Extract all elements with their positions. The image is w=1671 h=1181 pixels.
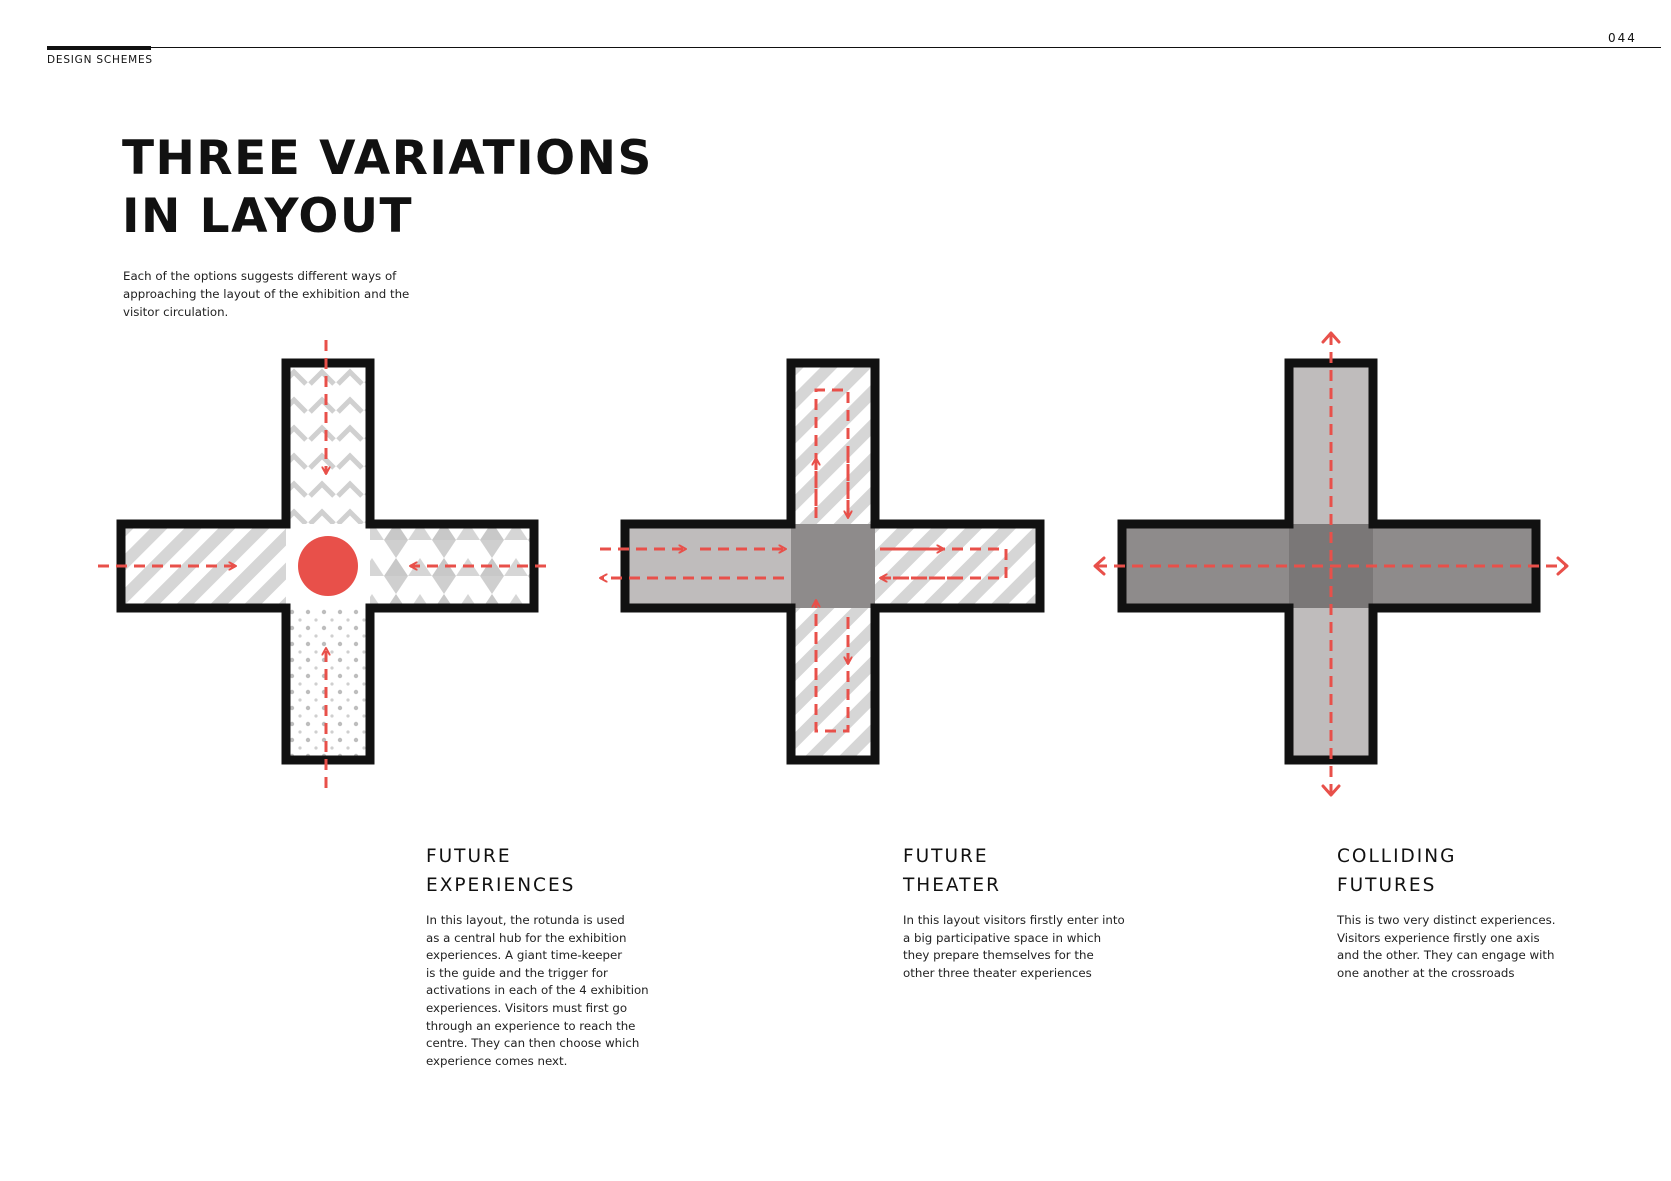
header-tab-bar (47, 46, 151, 50)
description-line: centre. They can then choose which (426, 1036, 640, 1051)
description-line: is the guide and the trigger for (426, 965, 608, 980)
scheme-title-line: FUTURES (1337, 875, 1437, 896)
intro-line: Each of the options suggests different ways of (123, 269, 397, 283)
scheme-description (426, 912, 656, 1070)
page-title-line-2: IN LAYOUT (122, 189, 414, 244)
description-line: experience comes next. (426, 1053, 568, 1068)
description-line: and the other. They can engage with (1337, 948, 1555, 963)
scheme-title (426, 842, 656, 900)
arm-north (791, 363, 875, 524)
layout-diagrams (0, 300, 1671, 820)
description-line: as a central hub for the exhibition (426, 930, 627, 945)
hub-center (791, 524, 875, 608)
arrowhead-east (1558, 558, 1567, 574)
arm-west (625, 524, 791, 608)
description-line: This is two very distinct experiences. (1337, 913, 1556, 927)
description-line: activations in each of the 4 exhibition (426, 983, 649, 998)
intro-line: visitor circulation. (123, 305, 229, 319)
section-label: DESIGN SCHEMES (47, 54, 153, 66)
description-line: In this layout, the rotunda is used (426, 913, 625, 927)
description-line: other three theater experiences (903, 965, 1092, 980)
scheme-title-line: FUTURE (903, 846, 989, 867)
scheme-description (903, 912, 1133, 982)
diagram-future-theater (600, 363, 1040, 760)
arm-south (286, 608, 370, 760)
diagram-future-experiences (98, 340, 546, 788)
arm-north (286, 363, 370, 524)
description-line: a big participative space in which (903, 930, 1102, 945)
page-title-line-1: THREE VARIATIONS (122, 131, 653, 186)
scheme-card-future-experiences (426, 842, 656, 1070)
scheme-description (1337, 912, 1567, 982)
description-line: Visitors experience firstly one axis (1337, 930, 1540, 945)
header-rule (47, 47, 1661, 48)
arm-west (121, 524, 286, 608)
description-line: they prepare themselves for the (903, 948, 1094, 963)
description-line: experiences. A giant time-keeper (426, 948, 623, 963)
arm-south (791, 608, 875, 760)
scheme-title-line: COLLIDING (1337, 846, 1457, 867)
scheme-title-line: FUTURE (426, 846, 512, 867)
scheme-card-colliding-futures (1337, 842, 1567, 982)
arm-east (875, 524, 1040, 608)
scheme-card-future-theater (903, 842, 1133, 982)
page-number: 044 (1608, 31, 1637, 45)
scheme-title (903, 842, 1133, 900)
scheme-title (1337, 842, 1567, 900)
page-title (122, 130, 682, 246)
diagram-colliding-futures (1095, 333, 1567, 795)
scheme-title-line: EXPERIENCES (426, 875, 576, 896)
description-line: one another at the crossroads (1337, 965, 1515, 980)
description-line: experiences. Visitors must first go (426, 1000, 628, 1015)
time-keeper-dot (298, 536, 358, 596)
description-line: through an experience to reach the (426, 1018, 636, 1033)
scheme-title-line: THEATER (903, 875, 1001, 896)
intro-line: approaching the layout of the exhibition and the (123, 287, 410, 301)
description-line: In this layout visitors firstly enter into (903, 913, 1125, 927)
